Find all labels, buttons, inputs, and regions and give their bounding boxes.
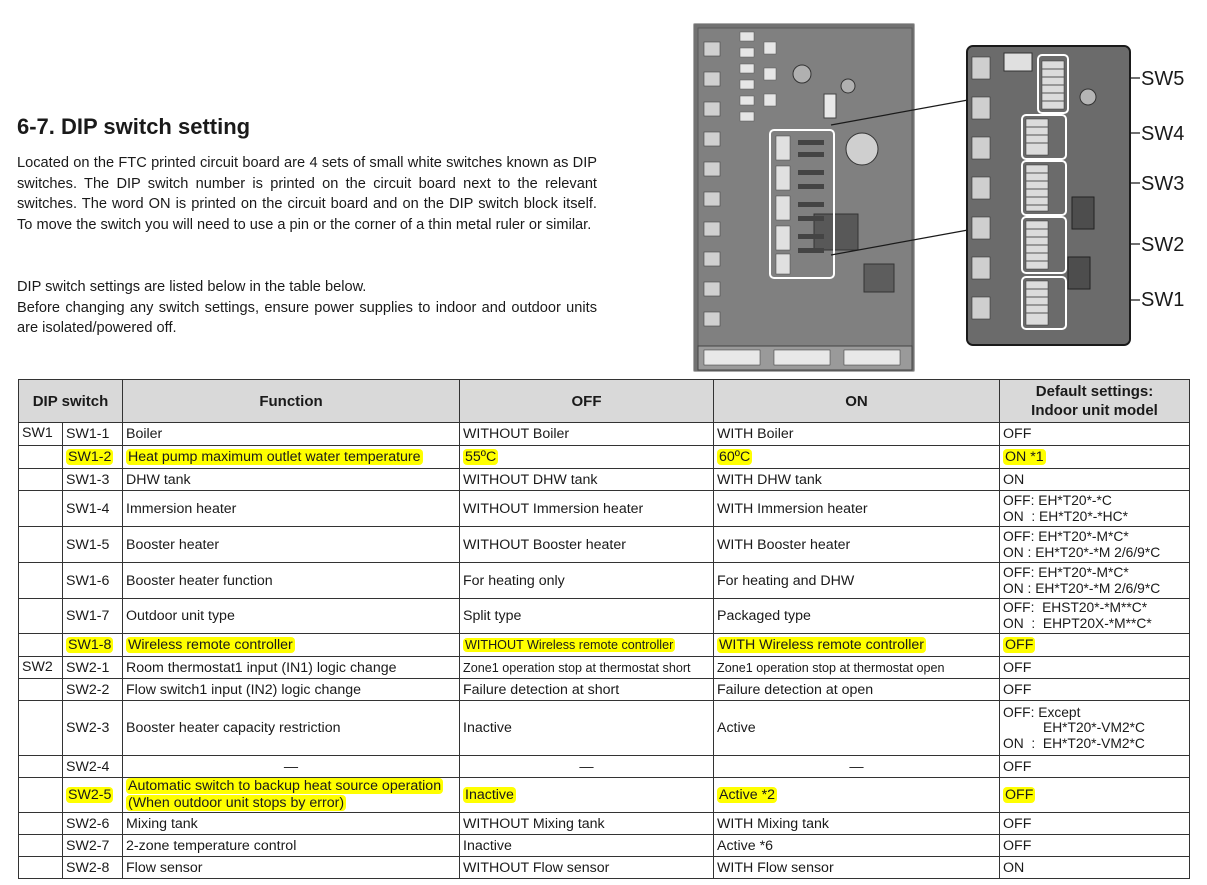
default-cell <box>1000 599 1190 634</box>
on-cell <box>714 491 1000 527</box>
default-text: EH*T20*-VM2*C <box>1043 720 1145 736</box>
switch-id: SW1-8 <box>68 637 112 653</box>
off-text: WITHOUT Booster heater <box>463 536 626 553</box>
group-label: SW2 <box>22 659 53 675</box>
function-cell <box>123 527 460 563</box>
off-text: Zone1 operation stop at thermostat short <box>463 660 691 675</box>
on-cell <box>714 778 1000 813</box>
switch-id-cell <box>63 657 122 678</box>
default-cell <box>1000 563 1190 599</box>
default-text: ON : EH*T20*-VM2*C <box>1003 735 1145 751</box>
function-text-line2: (When outdoor unit stops by error) <box>128 795 345 811</box>
function-text: Wireless remote controller <box>128 637 293 653</box>
table-row <box>19 657 1190 679</box>
default-text: OFF <box>1003 837 1032 854</box>
function-text: Outdoor unit type <box>126 608 235 624</box>
default-text: ON : EHPT20X-*M**C* <box>1003 616 1152 631</box>
function-text: — <box>283 758 299 775</box>
default-text: OFF <box>1003 426 1032 442</box>
switch-id: SW1-5 <box>66 536 110 553</box>
default-text: ON : EH*T20*-*M 2/6/9*C <box>1003 580 1161 596</box>
function-cell <box>123 634 460 657</box>
header-off: OFF <box>460 380 714 423</box>
switch-id-cell <box>63 599 122 634</box>
switch-id-cell <box>63 701 122 756</box>
default-cell <box>1000 634 1190 657</box>
on-text: Active *6 <box>717 837 773 854</box>
on-cell <box>714 469 1000 491</box>
group-cell <box>19 835 63 856</box>
off-cell <box>460 491 714 527</box>
sw5-label: SW5 <box>1141 68 1185 90</box>
default-text: ON <box>1003 859 1025 876</box>
on-text: Failure detection at open <box>717 681 874 698</box>
on-text: WITH Boiler <box>717 426 794 442</box>
switch-id: SW1-1 <box>66 426 110 442</box>
function-cell <box>123 657 460 679</box>
off-text: WITHOUT Boiler <box>463 426 570 442</box>
switch-id: SW2-4 <box>66 758 110 775</box>
function-cell <box>123 563 460 599</box>
default-text: ON : EH*T20*-*M 2/6/9*C <box>1003 544 1161 560</box>
group-cell <box>19 657 63 678</box>
dip-switch-closeup <box>966 45 1131 346</box>
off-cell <box>460 446 714 469</box>
settings-note-line1: DIP switch settings are listed below in the table below. <box>17 279 367 295</box>
on-text: 60ºC <box>719 449 751 465</box>
on-text: WITH Wireless remote controller <box>719 637 924 653</box>
off-cell <box>460 835 714 857</box>
switch-id: SW2-8 <box>66 859 110 876</box>
off-cell <box>460 423 714 446</box>
function-text: Room thermostat1 input (IN1) logic change <box>126 659 397 676</box>
table-row <box>19 701 1190 756</box>
default-cell <box>1000 835 1190 857</box>
group-cell <box>19 679 63 700</box>
header-default-line2: Indoor unit model <box>1031 402 1158 419</box>
header-default <box>1000 380 1190 423</box>
off-cell <box>460 857 714 879</box>
sw4-label: SW4 <box>1141 123 1185 145</box>
group-cell <box>19 778 63 812</box>
on-text: Zone1 operation stop at thermostat open <box>717 660 945 675</box>
off-text: Inactive <box>463 837 512 854</box>
header-dip-switch: DIP switch <box>19 380 123 423</box>
off-text: WITHOUT Wireless remote controller <box>465 638 674 652</box>
default-cell <box>1000 857 1190 879</box>
on-text: Active <box>717 720 756 736</box>
function-cell <box>123 835 460 857</box>
group-cell <box>19 634 63 656</box>
default-cell <box>1000 813 1190 835</box>
header-function: Function <box>123 380 460 423</box>
switch-id: SW2-5 <box>68 787 112 803</box>
on-cell <box>714 679 1000 701</box>
switch-id: SW2-7 <box>66 837 110 854</box>
off-cell <box>460 563 714 599</box>
on-cell <box>714 701 1000 756</box>
table-row <box>19 679 1190 701</box>
table-row <box>19 634 1190 657</box>
default-text: ON : EH*T20*-*HC* <box>1003 508 1128 524</box>
function-cell <box>123 701 460 756</box>
default-text: ON <box>1003 471 1025 488</box>
default-text: OFF <box>1003 758 1032 775</box>
table-row <box>19 423 1190 446</box>
sw1-label: SW1 <box>1141 289 1185 311</box>
table-row <box>19 563 1190 599</box>
function-text: Booster heater function <box>126 572 273 589</box>
off-text: WITHOUT DHW tank <box>463 471 598 488</box>
off-cell <box>460 634 714 657</box>
sw3-label: SW3 <box>1141 173 1185 195</box>
default-text: OFF <box>1003 659 1032 676</box>
switch-id: SW2-2 <box>66 681 110 698</box>
default-cell <box>1000 491 1190 527</box>
off-cell <box>460 527 714 563</box>
header-default-line1: Default settings: <box>1035 383 1154 400</box>
function-cell <box>123 679 460 701</box>
off-cell <box>460 778 714 813</box>
on-text: WITH Mixing tank <box>717 815 829 832</box>
function-text: Automatic switch to backup heat source operation <box>128 778 442 794</box>
table-row <box>19 778 1190 813</box>
function-cell <box>123 778 460 813</box>
on-text: WITH Flow sensor <box>717 859 834 876</box>
function-text: Mixing tank <box>126 815 198 832</box>
function-text: Flow switch1 input (IN2) logic change <box>126 681 361 698</box>
switch-id: SW2-1 <box>66 659 110 676</box>
switch-id: SW2-6 <box>66 815 110 832</box>
default-text: OFF: EHST20*-*M**C* <box>1003 600 1148 616</box>
switch-id: SW1-4 <box>66 500 110 517</box>
function-text: Heat pump maximum outlet water temperature <box>128 449 421 465</box>
group-cell <box>19 813 63 834</box>
table-row <box>19 491 1190 527</box>
function-text: 2-zone temperature control <box>126 837 297 854</box>
default-text: OFF: EH*T20*-M*C* <box>1003 528 1129 544</box>
default-text: OFF: EH*T20*-M*C* <box>1003 564 1129 580</box>
switch-id-cell <box>63 527 122 563</box>
table-row <box>19 527 1190 563</box>
switch-id: SW1-3 <box>66 471 110 488</box>
function-cell <box>123 813 460 835</box>
function-text: DHW tank <box>126 471 191 488</box>
default-cell <box>1000 469 1190 491</box>
off-text: WITHOUT Flow sensor <box>463 859 610 876</box>
off-text: Failure detection at short <box>463 681 620 698</box>
function-cell <box>123 446 460 469</box>
on-text: WITH Immersion heater <box>717 500 868 517</box>
on-cell <box>714 813 1000 835</box>
default-cell <box>1000 778 1190 813</box>
default-text: ON *1 <box>1005 449 1044 465</box>
on-cell <box>714 857 1000 879</box>
group-cell <box>19 469 63 490</box>
dip-switch-table <box>18 379 1190 879</box>
group-cell <box>19 527 63 562</box>
table-row <box>19 446 1190 469</box>
switch-id-cell <box>63 634 122 657</box>
switch-id-cell <box>63 679 122 701</box>
on-text: — <box>849 758 864 775</box>
function-cell <box>123 423 460 446</box>
off-cell <box>460 679 714 701</box>
switch-id-cell <box>63 857 122 879</box>
off-text: WITHOUT Immersion heater <box>463 500 644 517</box>
switch-id-cell <box>63 813 122 835</box>
default-cell <box>1000 657 1190 679</box>
switch-id-cell <box>63 491 122 527</box>
function-cell <box>123 469 460 491</box>
default-text: OFF <box>1005 637 1034 653</box>
group-cell <box>19 857 63 878</box>
on-text: WITH DHW tank <box>717 471 822 488</box>
switch-id-cell <box>63 835 122 857</box>
on-cell <box>714 446 1000 469</box>
intro-paragraph: Located on the FTC printed circuit board are 4 sets of small white switches known as DIP switches. The DIP switch number is printed on the circuit board next to the relevant switches. The word ON is printed on the circuit board and on the DIP switch block itself. To move the switch you will need to use a pin or the corner of a thin metal ruler or similar. <box>17 155 597 233</box>
default-cell <box>1000 679 1190 701</box>
function-cell <box>123 756 460 778</box>
group-cell <box>19 701 63 755</box>
function-text: Flow sensor <box>126 859 203 876</box>
group-cell <box>19 491 63 526</box>
off-text: For heating only <box>463 572 565 589</box>
off-text: Split type <box>463 608 522 624</box>
on-cell <box>714 756 1000 778</box>
group-cell <box>19 423 63 445</box>
off-cell <box>460 701 714 756</box>
sw2-label: SW2 <box>1141 234 1185 256</box>
function-cell <box>123 599 460 634</box>
switch-id-cell <box>63 469 122 491</box>
switch-id: SW1-6 <box>66 572 110 589</box>
function-cell <box>123 491 460 527</box>
off-cell <box>460 599 714 634</box>
table-row <box>19 835 1190 857</box>
group-cell <box>19 446 63 468</box>
off-text: Inactive <box>463 720 512 736</box>
off-text: WITHOUT Mixing tank <box>463 815 605 832</box>
on-text: Active *2 <box>719 787 775 803</box>
switch-id-cell <box>63 778 122 813</box>
switch-id-cell <box>63 423 122 445</box>
function-text: Boiler <box>126 426 163 442</box>
default-cell <box>1000 701 1190 756</box>
off-text: Inactive <box>465 787 514 803</box>
on-cell <box>714 599 1000 634</box>
on-text: WITH Booster heater <box>717 536 851 553</box>
on-cell <box>714 563 1000 599</box>
table-row <box>19 756 1190 778</box>
off-cell <box>460 469 714 491</box>
table-row <box>19 813 1190 835</box>
switch-id: SW1-2 <box>68 449 112 465</box>
off-cell <box>460 756 714 778</box>
switch-id-cell <box>63 756 122 778</box>
function-text: Booster heater capacity restriction <box>126 720 341 736</box>
on-text: For heating and DHW <box>717 572 855 589</box>
default-cell <box>1000 527 1190 563</box>
off-cell <box>460 813 714 835</box>
on-cell <box>714 634 1000 657</box>
default-cell <box>1000 446 1190 469</box>
default-text: OFF <box>1005 787 1034 803</box>
switch-id-cell <box>63 446 122 469</box>
function-text: Immersion heater <box>126 500 237 517</box>
on-cell <box>714 527 1000 563</box>
default-text: OFF: Except <box>1003 704 1081 720</box>
off-text: — <box>579 758 594 775</box>
switch-id: SW1-7 <box>66 608 110 624</box>
on-text: Packaged type <box>717 608 811 624</box>
off-cell <box>460 657 714 679</box>
table-row <box>19 469 1190 491</box>
default-text: OFF <box>1003 681 1032 698</box>
group-cell <box>19 563 63 598</box>
on-cell <box>714 423 1000 446</box>
function-cell <box>123 857 460 879</box>
default-text: OFF: EH*T20*-*C <box>1003 492 1112 508</box>
on-cell <box>714 835 1000 857</box>
group-label: SW1 <box>22 425 53 441</box>
default-cell <box>1000 756 1190 778</box>
off-text: 55ºC <box>465 449 497 465</box>
table-row <box>19 599 1190 634</box>
header-on: ON <box>714 380 1000 423</box>
table-row <box>19 857 1190 879</box>
switch-id: SW2-3 <box>66 720 110 736</box>
switch-id-cell <box>63 563 122 599</box>
function-text: Booster heater <box>126 536 220 553</box>
section-title: 6-7. DIP switch setting <box>17 114 251 139</box>
group-cell <box>19 599 63 633</box>
default-text: OFF <box>1003 815 1032 832</box>
settings-note-line2: Before changing any switch settings, ensure power supplies to indoor and outdoor units are isolated/powered off. <box>17 299 597 337</box>
group-cell <box>19 756 63 777</box>
on-cell <box>714 657 1000 679</box>
default-cell <box>1000 423 1190 446</box>
